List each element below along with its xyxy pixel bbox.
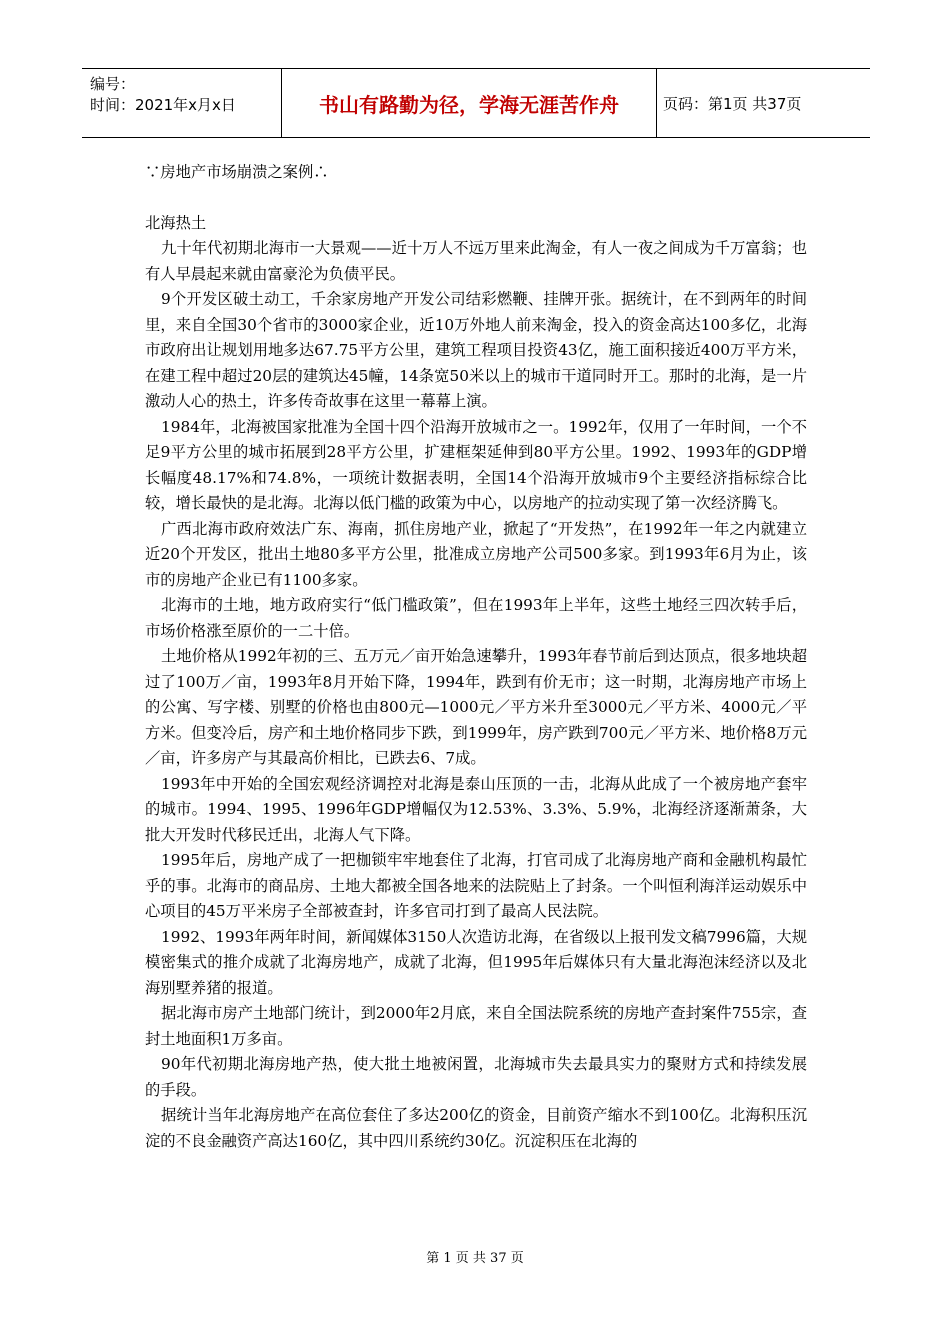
header-meta: [82, 69, 282, 137]
code-label: 编号：: [90, 75, 136, 93]
section-title: 北海热土: [145, 213, 207, 232]
paragraph: 据北海市房产土地部门统计，到2000年2月底，来自全国法院系统的房地产查封案件755宗，查封土地面积1万多亩。: [145, 1004, 807, 1048]
document-header: [82, 68, 870, 138]
motto: 书山有路勤为径，学海无涯苦作舟: [282, 69, 657, 137]
page-info: 页码：第1页 共37页: [663, 94, 802, 113]
paragraph: 1995年后，房地产成了一把枷锁牢牢地套住了北海，打官司成了北海房地产商和金融机构最忙乎的事。北海市的商品房、土地大都被全国各地来的法院贴上了封条。一个叫恒利海洋运动娱乐中心项目的45万平米房子全部被查封，许多官司打到了最高人民法院。: [145, 851, 807, 920]
paragraph: 九十年代初期北海市一大景观——近十万人不远万里来此淘金，有人一夜之间成为千万富翁；也有人早晨起来就由富豪沦为负债平民。: [145, 239, 807, 283]
paragraph: 1993年中开始的全国宏观经济调控对北海是泰山压顶的一击，北海从此成了一个被房地产套牢的城市。1994、1995、1996年GDP增幅仅为12.53%、3.3%、5.9%，北海经济逐渐萧条，大批大开发时代移民迁出，北海人气下降。: [145, 774, 807, 844]
document-body: [145, 160, 807, 1154]
paragraph: 1984年，北海被国家批准为全国十四个沿海开放城市之一。1992年，仅用了一年时间，一个不足9平方公里的城市拓展到28平方公里，扩建框架延伸到80平方公里。1992、1993年的GDP增长幅度48.17%和74.8%，一项统计数据表明，全国14个沿海开放城市9个主要经济指标综合比较，增长最快的是北海。北海以低门槛的政策为中心，以房地产的拉动实现了第一次经济腾飞。: [145, 417, 807, 512]
document-title: ∵房地产市场崩溃之案例∴: [145, 163, 329, 181]
paragraph: 90年代初期北海房地产热，使大批土地被闲置，北海城市失去最具实力的聚财方式和持续发展的手段。: [145, 1055, 807, 1099]
page-footer: 第 1 页 共 37 页: [426, 1251, 524, 1266]
paragraph: 9个开发区破土动工，千余家房地产开发公司结彩燃鞭、挂牌开张。据统计，在不到两年的时间里，来自全国30个省市的3000家企业，近10万外地人前来淘金，投入的资金高达100多亿，北海市政府出让规划用地多达67.75平方公里，建筑工程项目投资43亿，施工面积接近400万平方米，在建工程中超过20层的建筑达45幢，14条宽50米以上的城市干道同时开工。那时的北海，是一片激动人心的热土，许多传奇故事在这里一幕幕上演。: [145, 290, 807, 410]
time-label: 时间：2021年x月x日: [90, 96, 236, 114]
paragraph: 北海市的土地，地方政府实行“低门槛政策”，但在1993年上半年，这些土地经三四次转手后，市场价格涨至原价的一二十倍。: [145, 596, 807, 640]
paragraph: 1992、1993年两年时间，新闻媒体3150人次造访北海，在省级以上报刊发文稿7996篇，大规模密集式的推介成就了北海房地产，成就了北海，但1995年后媒体只有大量北海泡沫经济以及北海别墅养猪的报道。: [145, 927, 807, 997]
paragraph: 土地价格从1992年初的三、五万元／亩开始急速攀升，1993年春节前后到达顶点，很多地块超过了100万／亩，1993年8月开始下降，1994年，跌到有价无市；这一时期，北海房地产市场上的公寓、写字楼、别墅的价格也由800元—1000元／平方米升至3000元／平方米、4000元／平方米。但变冷后，房产和土地价格同步下跌，到1999年，房产跌到700元／平方米、地价格8万元／亩，许多房产与其最高价相比，已跌去6、7成。: [145, 647, 807, 767]
paragraph: 广西北海市政府效法广东、海南，抓住房地产业，掀起了“开发热”，在1992年一年之内就建立近20个开发区，批出土地80多平方公里，批准成立房地产公司500多家。到1993年6月为止，该市的房地产企业已有1100多家。: [145, 519, 807, 589]
paragraph: 据统计当年北海房地产在高位套住了多达200亿的资金，目前资产缩水不到100亿。北海积压沉淀的不良金融资产高达160亿，其中四川系统约30亿。沉淀积压在北海的: [145, 1106, 807, 1150]
